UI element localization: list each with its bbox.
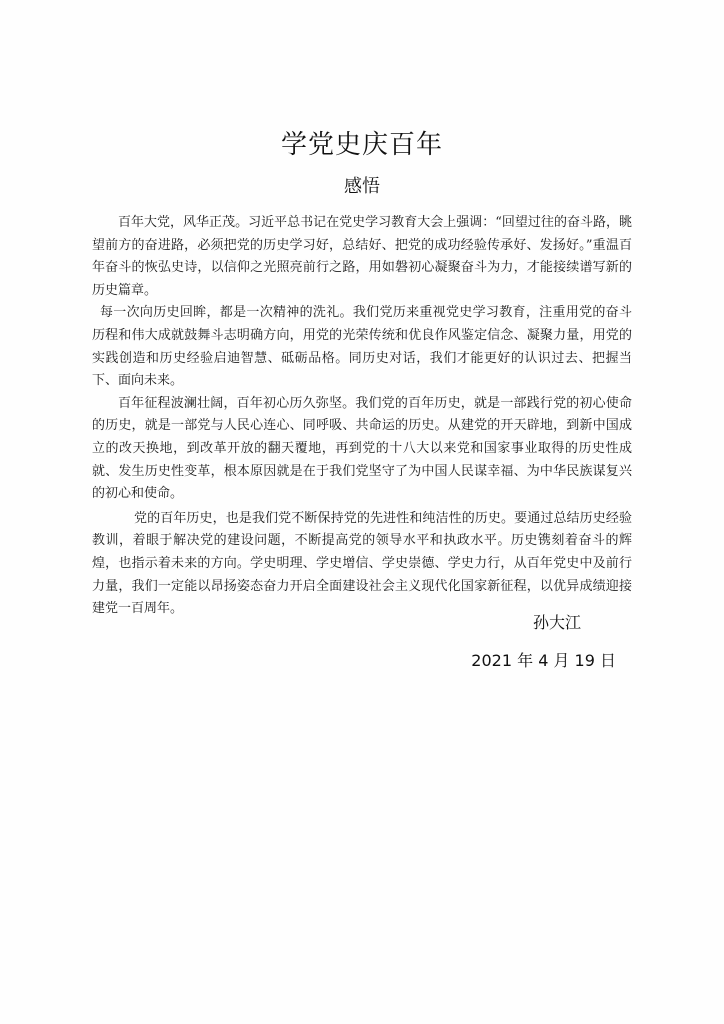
paragraph-2: 每一次向历史回眸，都是一次精神的洗礼。我们党历来重视党史学习教育，注重用党的奋斗历程和伟大成就鼓舞斗志明确方向，用党的光荣传统和优良作风鉴定信念、凝聚力量，用党的实践创造和历史经验启迪智慧、砥砺品格。同历史对话，我们才能更好的认识过去、把握当下、面向未来。: [92, 305, 632, 389]
author-signature: 孙大江: [532, 613, 581, 632]
article-body: [92, 212, 632, 621]
paragraph-3: 百年征程波澜壮阔，百年初心历久弥坚。我们党的百年历史，就是一部践行党的初心使命的历史，就是一部党与人民心连心、同呼吸、共命运的历史。从建党的开天辟地，到新中国成立的改天换地，到改革开放的翻天覆地，再到党的十八大以来党和国家事业取得的历史性成就、发生历史性变革，根本原因就是在于我们党坚守了为中国人民谋幸福、为中华民族谋复兴的初心和使命。: [92, 395, 632, 502]
paragraph-4: 党的百年历史，也是我们党不断保持党的先进性和纯洁性的历史。要通过总结历史经验教训，着眼于解决党的建设问题，不断提高党的领导水平和执政水平。历史镌刻着奋斗的辉煌，也指示着未来的方向。学史明理、学史增信、学史崇德、学史力行，从百年党史中及前行力量，我们一定能以昂扬姿态奋力开启全面建设社会主义现代化国家新征程，以优异成绩迎接建党一百周年。: [92, 510, 632, 617]
page-subtitle: 感悟: [344, 176, 380, 197]
document-date: 2021 年 4 月 19 日: [471, 651, 616, 670]
paragraph-1: 百年大党，风华正茂。习近平总书记在党史学习教育大会上强调：“回望过往的奋斗路，眺望前方的奋进路，必须把党的历史学习好，总结好、把党的成功经验传承好、发扬好。”重温百年奋斗的恢弘史诗，以信仰之光照亮前行之路，用如磐初心凝聚奋斗为力，才能接续谱写新的历史篇章。: [92, 215, 632, 298]
page-title: 学党史庆百年: [280, 130, 443, 160]
